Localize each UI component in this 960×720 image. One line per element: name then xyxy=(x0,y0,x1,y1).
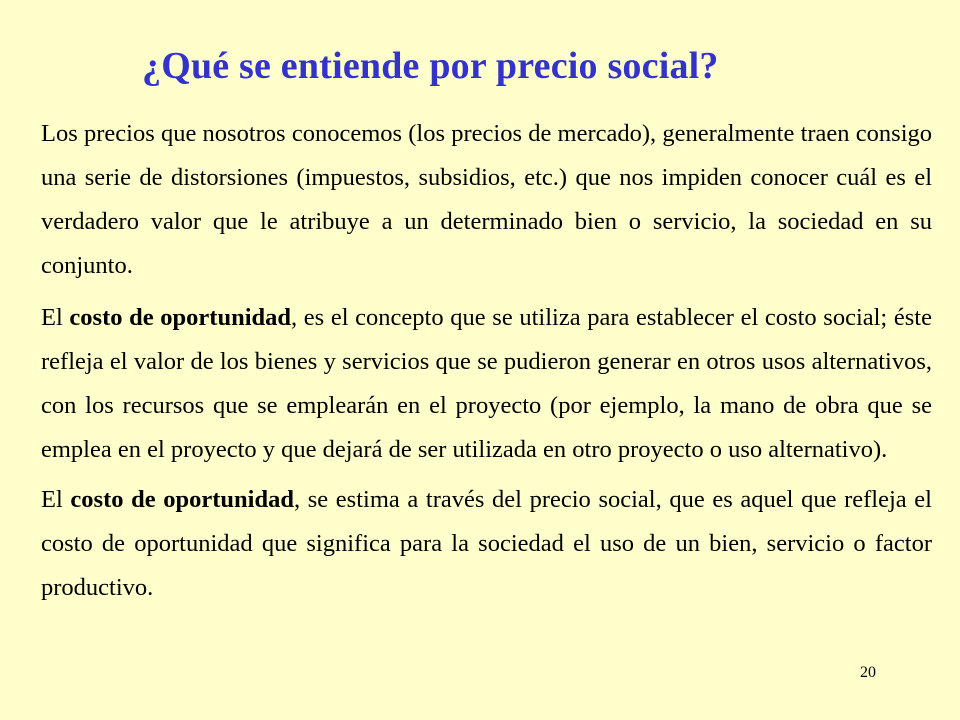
slide-body xyxy=(41,112,932,610)
paragraph-rest: , es el concepto que se utiliza para establecer el costo social; éste refleja el valor de los bienes y servicios que se pudieron generar en otros usos alternativos, con los recursos que se emplearán en el proyecto (por ejemplo, la mano de obra que se emplea en el proyecto y que dejará de ser utilizada en otro proyecto o uso alternativo). xyxy=(41,304,932,463)
paragraph-rest: , se estima a través del precio social, que es aquel que refleja el costo de oportunidad que significa para la sociedad el uso de un bien, servicio o factor productivo. xyxy=(41,486,932,601)
term-opportunity-cost: costo de oportunidad xyxy=(70,486,294,513)
slide-number: 20 xyxy=(860,664,876,681)
paragraph-opportunity-cost-estimation xyxy=(41,478,932,610)
paragraph-lead: El xyxy=(41,304,70,331)
paragraph-lead: El xyxy=(41,486,71,513)
paragraph-market-prices: Los precios que nosotros conocemos (los precios de mercado), generalmente traen consigo una serie de distorsiones (impuestos, subsidios, etc.) que nos impiden conocer cuál es el verdadero valor que le atribuye a un determinado bien o servicio, la sociedad en su conjunto. xyxy=(41,120,932,279)
slide-title: ¿Qué se entiende por precio social? xyxy=(142,45,719,87)
term-opportunity-cost: costo de oportunidad xyxy=(69,304,292,331)
paragraph-opportunity-cost-definition xyxy=(41,296,932,472)
